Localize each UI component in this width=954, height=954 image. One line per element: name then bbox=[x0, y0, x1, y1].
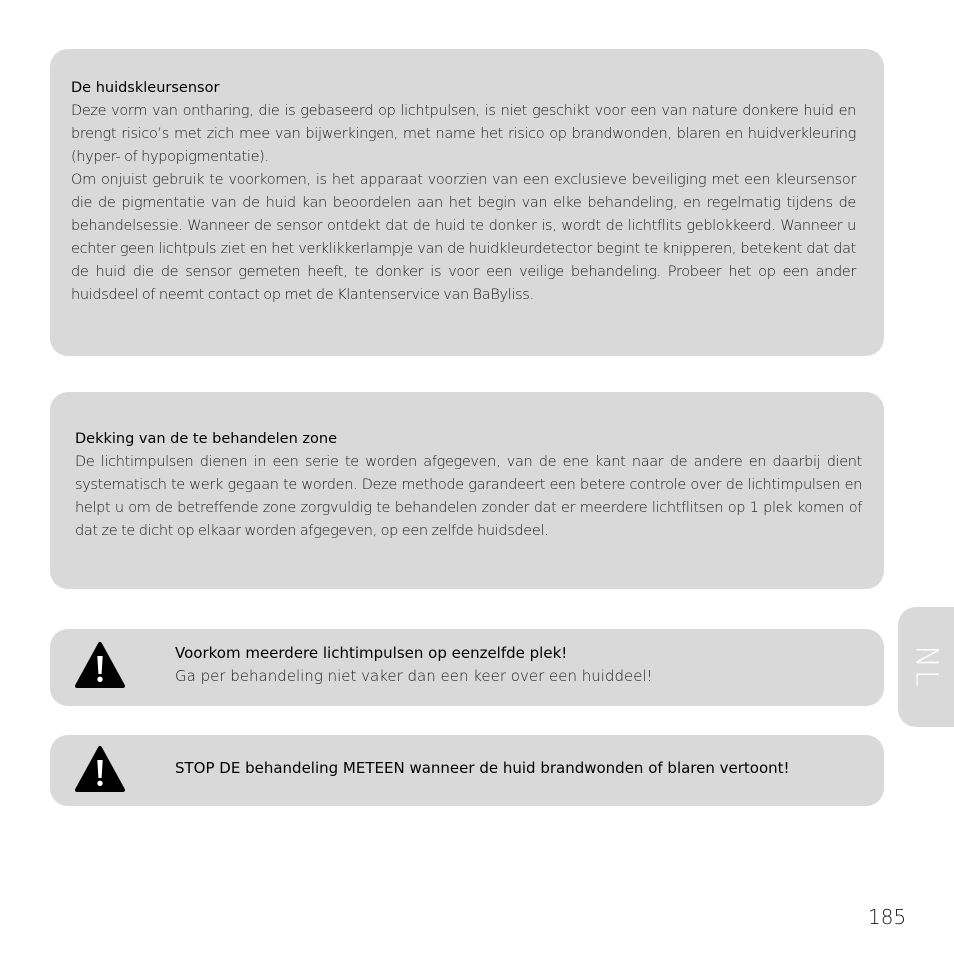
warning-triangle-icon bbox=[74, 641, 126, 689]
warning-text bbox=[175, 642, 653, 688]
warning-title: Voorkom meerdere lichtimpulsen op eenzelfde plek! bbox=[175, 644, 568, 662]
warning-triangle-icon bbox=[74, 745, 126, 793]
language-tab-label: NL bbox=[908, 645, 944, 689]
section-paragraph: Om onjuist gebruik te voorkomen, is het apparaat voorzien van een exclusieve beveiliging met een kleursensor die de pigmentatie van de huid kan beoordelen aan het begin van elke behandeling, en regelmatig tijdens de behandelsessie. Wanneer de sensor ontdekt dat de huid te donker is, wordt de lichtflits geblokkeerd. Wanneer u echter geen lichtpuls ziet en het verklikkerlampje van de huidkleurdetector begint te knipperen, betekent dat dat de huid die de sensor gemeten heeft, te donker is voor een veilige behandeling. Probeer het op een ander huidsdeel of neemt contact op met de Klantenservice van BaByliss. bbox=[71, 172, 856, 303]
section-heading: Dekking van de te behandelen zone bbox=[75, 431, 337, 447]
section-paragraph: Deze vorm van ontharing, die is gebaseerd op lichtpulsen, is niet geschikt voor een van nature donkere huid en brengt risico’s met zich mee van bijwerkingen, met name het risico op brandwonden, blaren en huidverkleuring (hyper- of hypopigmentatie). bbox=[71, 103, 856, 165]
treatment-zone-coverage-section bbox=[50, 392, 884, 589]
warning-box-stop-treatment bbox=[50, 735, 884, 806]
warning-title: STOP DE behandeling METEEN wanneer de huid brandwonden of blaren vertoont! bbox=[175, 759, 790, 777]
warning-box-multiple-pulses bbox=[50, 629, 884, 706]
skin-color-sensor-section bbox=[50, 49, 884, 356]
page-number: 185 bbox=[868, 905, 907, 929]
language-tab bbox=[898, 607, 954, 727]
warning-subtitle: Ga per behandeling niet vaker dan een keer over een huiddeel! bbox=[175, 667, 653, 685]
section-heading: De huidskleursensor bbox=[71, 80, 220, 96]
warning-text bbox=[175, 757, 790, 780]
section-paragraph: De lichtimpulsen dienen in een serie te worden afgegeven, van de ene kant naar de andere en daarbij dient systematisch te werk gegaan te worden. Deze methode garandeert een betere controle over de lichtimpulsen en helpt u om de betreffende zone zorgvuldig te behandelen zonder dat er meerdere lichtflitsen op 1 plek komen of dat ze te dicht op elkaar worden afgegeven, op een zelfde huidsdeel. bbox=[75, 454, 862, 539]
